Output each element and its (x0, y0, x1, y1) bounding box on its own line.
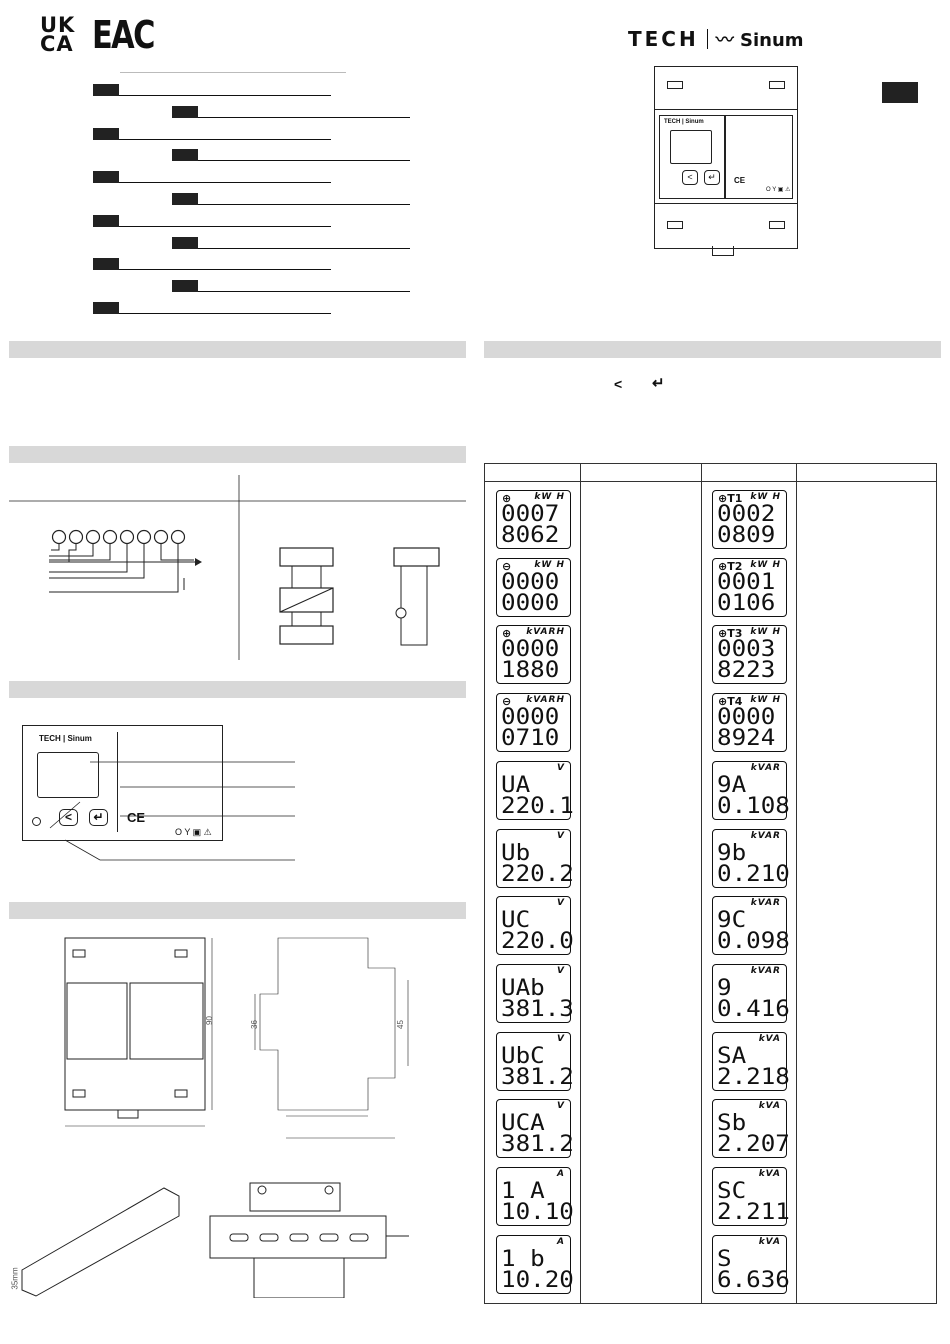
mini-symbols: O Y ▣ ⚠ (766, 187, 791, 193)
device-front-view: TECH | Sinum < ↵ CE O Y ▣ ⚠ (654, 66, 798, 249)
lang-line (172, 237, 412, 249)
lcd-line2: 0106 (717, 590, 776, 616)
lcd-line2: 0000 (501, 590, 560, 616)
lcd-reading (712, 1235, 790, 1294)
lcd-reading (496, 1235, 574, 1294)
lcd-line2: 0809 (717, 523, 776, 548)
brand-logo (628, 26, 804, 52)
ukca-line1: UK (40, 13, 76, 37)
lcd-reading (712, 693, 787, 752)
lcd-line1: UbC (501, 1043, 545, 1069)
lcd-indicator-icon: ⊕T3 (718, 627, 743, 641)
lcd-unit: V (557, 830, 565, 841)
section-bar (9, 681, 466, 698)
language-tab (882, 82, 918, 103)
lcd-line1: Ub (501, 840, 531, 866)
mini-ce-mark: CE (734, 176, 746, 185)
lcd-line1: 1 A (501, 1179, 545, 1204)
lcd-line1: 9A (717, 772, 747, 798)
section-bar (9, 446, 466, 463)
lcd-reading (496, 1032, 574, 1091)
lcd-line1: 9 (717, 975, 732, 1001)
lcd-unit: kW H (534, 492, 565, 502)
lcd-reading (712, 490, 787, 549)
lcd-indicator-icon: ⊖ (502, 559, 512, 573)
lcd-line1: 0000 (501, 705, 560, 731)
lcd-unit: kW H (534, 559, 565, 570)
lcd-line1: SA (717, 1043, 747, 1069)
lcd-line1: 0002 (717, 502, 776, 527)
lcd-reading (496, 558, 571, 617)
lcd-unit: kVA (758, 1169, 781, 1179)
lcd-indicator-icon: ⊕T4 (718, 695, 743, 709)
section-bar (9, 341, 466, 358)
brand-separator (707, 29, 708, 49)
lcd-reading (712, 1167, 790, 1226)
lcd-reading (496, 625, 571, 684)
back-button: < (59, 809, 78, 826)
dim-36: 36 (249, 1020, 259, 1029)
lcd-line1: SC (717, 1179, 747, 1204)
lcd-line1: 1 b (501, 1246, 545, 1272)
ukca-line2: CA (40, 32, 74, 56)
lcd-line1: 0001 (717, 569, 776, 595)
callout-lines (20, 740, 300, 870)
lcd-indicator-icon: ⊕T1 (718, 492, 743, 505)
lcd-unit: V (557, 965, 565, 976)
lcd-unit: kVAR (750, 965, 781, 976)
lang-line (172, 149, 412, 161)
device-clip (712, 246, 734, 256)
detail-sinum: Sinum (67, 734, 92, 743)
lcd-line2: 0.108 (717, 793, 790, 819)
lcd-line2: 10.10 (501, 1200, 574, 1225)
lcd-unit: A (557, 1236, 565, 1247)
lcd-unit: kVARH (526, 627, 565, 638)
lcd-line2: 0710 (501, 726, 560, 752)
mini-sinum: Sinum (685, 119, 704, 125)
mini-back-button: < (682, 170, 698, 185)
lcd-line2: 381.2 (501, 1132, 574, 1158)
lang-line (93, 84, 333, 96)
eac-mark: EAC (92, 13, 154, 57)
lcd-reading (712, 1099, 790, 1158)
lcd-line2: 0.210 (717, 861, 790, 887)
lcd-line1: 0000 (717, 705, 776, 731)
lcd-line2: 220.2 (501, 861, 574, 887)
dim-35mm: 35mm (10, 1267, 20, 1290)
lcd-line1: 9b (717, 840, 747, 866)
lang-line (93, 128, 333, 140)
mini-enter-button: ↵ (704, 170, 720, 185)
lcd-unit: kVAR (750, 898, 781, 909)
device-symbols: O Y ▣ ⚠ (175, 827, 212, 837)
lcd-line2: 0.098 (717, 929, 790, 955)
lcd-reading (496, 761, 574, 820)
lcd-line1: 9C (717, 908, 747, 934)
lcd-reading (496, 829, 574, 888)
lang-line (93, 258, 333, 270)
sinum-wave-icon: 〰 (715, 30, 734, 51)
lcd-line1: UA (501, 772, 531, 798)
lcd-unit: V (557, 898, 565, 909)
lcd-reading (712, 558, 787, 617)
dim-90: 90 (204, 1016, 214, 1025)
ce-mark: CE (127, 810, 146, 825)
lcd-line1: Sb (717, 1111, 747, 1137)
lcd-line2: 381.3 (501, 996, 574, 1022)
lcd-indicator-icon: ⊕ (502, 492, 512, 505)
lcd-unit: V (557, 1101, 565, 1112)
lcd-reading (496, 896, 574, 955)
mini-tech: TECH (664, 119, 681, 125)
din-rail-drawing (14, 1178, 464, 1298)
lcd-line2: 8924 (717, 726, 776, 752)
lcd-reading (496, 693, 571, 752)
lcd-reading (496, 964, 574, 1023)
mini-lcd (670, 130, 712, 164)
lcd-indicator-icon: ⊖ (502, 695, 512, 709)
lcd-reading (712, 1032, 790, 1091)
lcd-reading (712, 964, 790, 1023)
lcd-reading (496, 490, 571, 549)
lcd-unit: kVAR (750, 762, 781, 773)
lcd-unit: kVA (758, 1236, 781, 1247)
lcd-indicator-icon: ⊕T2 (718, 559, 743, 573)
lcd-line1: S (717, 1246, 732, 1272)
section-bar (9, 902, 466, 919)
lcd-reading (712, 829, 790, 888)
lcd-line2: 2.207 (717, 1132, 790, 1158)
lang-line (93, 171, 333, 183)
lcd-line2: 0.416 (717, 996, 790, 1022)
lang-line (93, 215, 333, 227)
lcd-unit: V (557, 1033, 565, 1044)
lcd-unit: kW H (750, 627, 781, 638)
dim-45: 45 (395, 1020, 405, 1029)
lang-line (172, 280, 412, 292)
lcd-unit: kW H (750, 492, 781, 502)
lcd-unit: V (557, 762, 565, 773)
lcd-line1: 0003 (717, 637, 776, 663)
enter-symbol: ↵ (652, 375, 665, 392)
brand-sinum: 〰 Sinum (715, 30, 804, 51)
lcd-line1: 0000 (501, 637, 560, 663)
detail-tech: TECH (39, 734, 61, 743)
lcd-line1: 0007 (501, 502, 560, 527)
section-bar (484, 341, 941, 358)
lcd-line2: 10.20 (501, 1267, 574, 1293)
lcd-line2: 6.636 (717, 1267, 790, 1293)
brand-tech: TECH (628, 27, 699, 51)
dimension-drawings (50, 928, 470, 1168)
lcd-unit: kW H (750, 559, 781, 570)
lcd-reading (496, 1099, 574, 1158)
lcd-line2: 2.218 (717, 1064, 790, 1090)
lcd-line2: 381.2 (501, 1064, 574, 1090)
lcd-line1: UCA (501, 1111, 545, 1137)
lcd-line1: UAb (501, 975, 545, 1001)
lcd-unit: kVARH (526, 695, 565, 706)
lcd-line2: 8062 (501, 523, 560, 548)
lang-line (172, 193, 412, 205)
lcd-unit: kW H (750, 695, 781, 706)
ukca-mark (40, 13, 86, 56)
lcd-reading (496, 1167, 574, 1226)
lcd-unit: kVA (758, 1033, 781, 1044)
lcd-unit: kVA (758, 1101, 781, 1112)
lang-line (172, 106, 412, 118)
device-detail-front: TECH | Sinum < ↵ CE O Y ▣ ⚠ (22, 725, 223, 841)
back-symbol: < (614, 376, 623, 392)
lcd-line1: 0000 (501, 569, 560, 595)
lcd-unit: A (557, 1169, 565, 1179)
lcd-line2: 8223 (717, 658, 776, 684)
header-rule (120, 72, 346, 73)
lcd-line2: 220.1 (501, 793, 574, 819)
enter-button: ↵ (89, 809, 108, 826)
lcd-unit: kVAR (750, 830, 781, 841)
lcd-reading (712, 896, 790, 955)
lcd-indicator-icon: ⊕ (502, 627, 512, 641)
lcd-line2: 2.211 (717, 1200, 790, 1225)
lcd-reading (712, 761, 790, 820)
wiring-diagram (9, 470, 466, 665)
lcd-line1: UC (501, 908, 531, 934)
lcd-line2: 1880 (501, 658, 560, 684)
lcd-line2: 220.0 (501, 929, 574, 955)
lang-line (93, 302, 333, 314)
lcd-reading (712, 625, 787, 684)
